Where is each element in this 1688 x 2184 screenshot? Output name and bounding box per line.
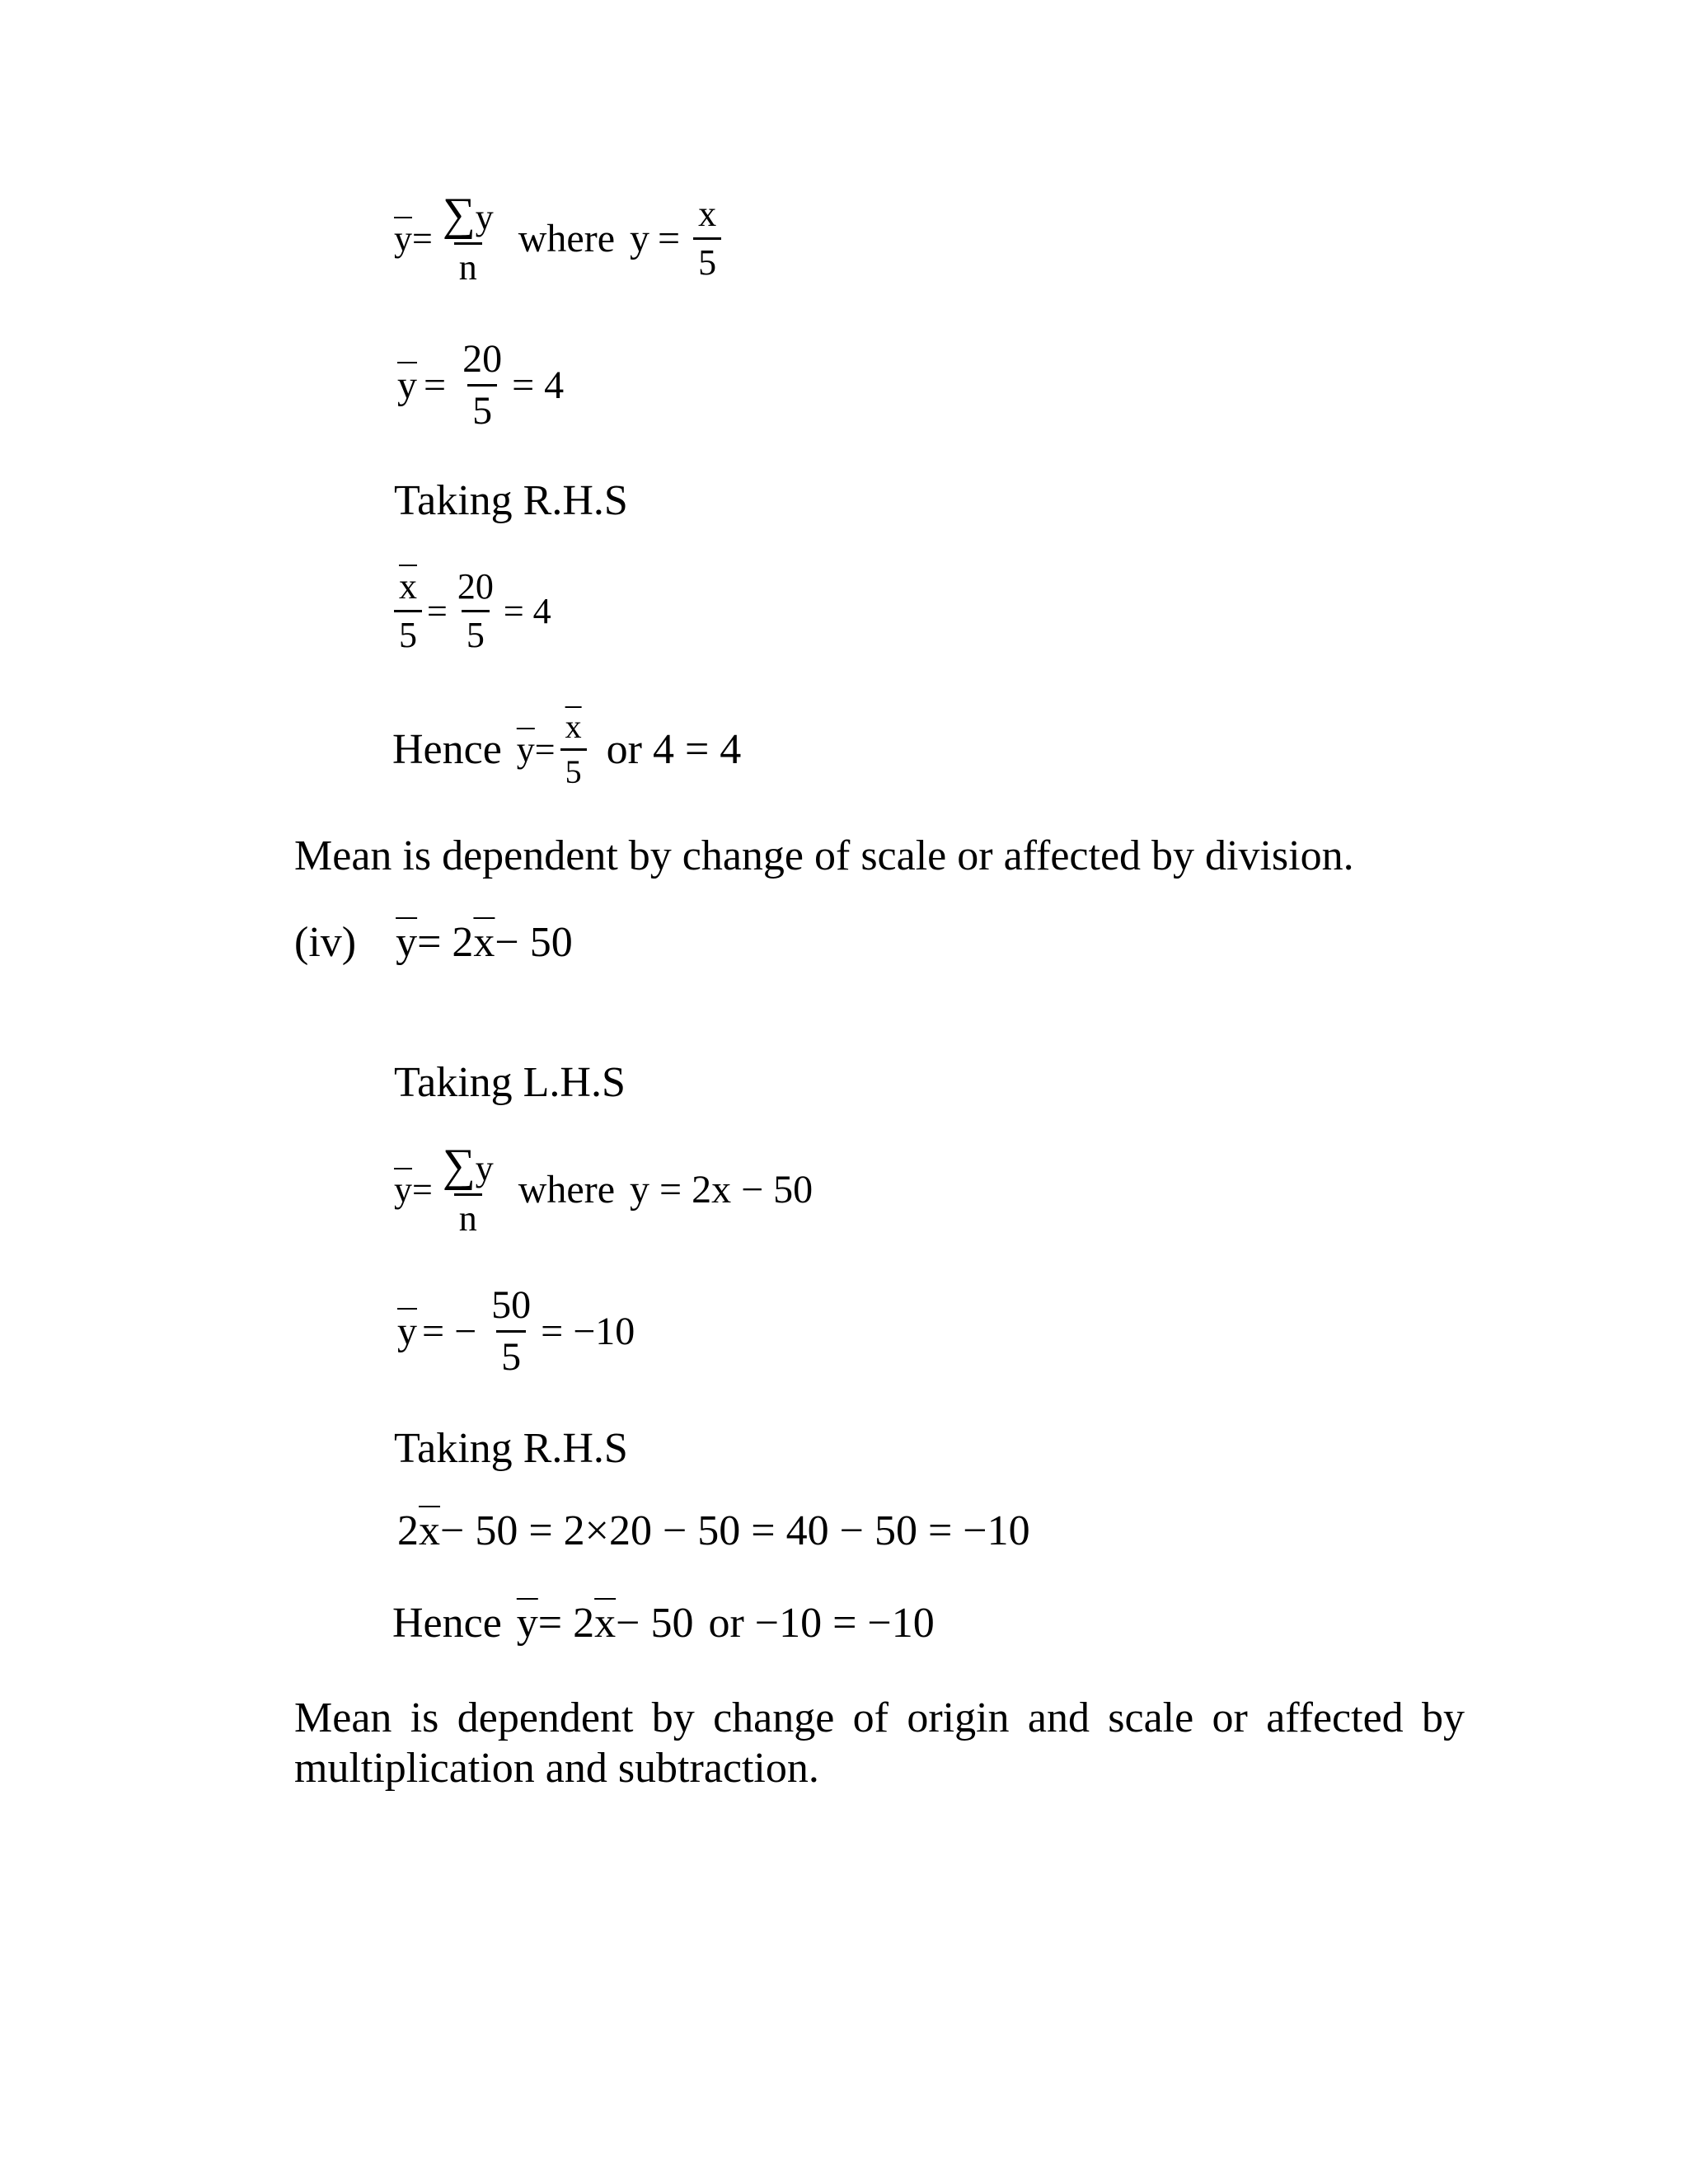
word-hence: Hence bbox=[392, 1600, 502, 1647]
numerator: 20 bbox=[462, 337, 503, 381]
numerator: $\overline{x}$ bbox=[565, 708, 582, 745]
fraction-20-over-5 bbox=[452, 566, 499, 655]
fraction-20-over-5 bbox=[457, 337, 507, 433]
x-bar: $\overline{x}$ bbox=[473, 919, 495, 966]
y-bar: $\overline{y}$ bbox=[396, 919, 418, 966]
y-bar: $\overline{y}$ bbox=[397, 363, 417, 407]
equation-hence-2 bbox=[392, 1602, 935, 1645]
word-hence: Hence bbox=[392, 725, 502, 773]
equation-y-bar-20-over-5 bbox=[397, 337, 565, 433]
numerator: $\overline{x}$ bbox=[399, 566, 417, 607]
equation-tail: or −10 = −10 bbox=[708, 1600, 935, 1647]
rhs-equals: = bbox=[658, 216, 681, 260]
fraction-sum-y-over-n bbox=[438, 191, 499, 286]
result: = 4 bbox=[503, 590, 551, 631]
denominator: 5 bbox=[560, 748, 587, 789]
x-bar: $\overline{x}$ bbox=[419, 1507, 440, 1554]
numerator: 50 bbox=[491, 1283, 532, 1327]
numerator-variable: y bbox=[475, 197, 494, 237]
denominator: n bbox=[454, 1193, 482, 1237]
equals-sign: = bbox=[424, 363, 447, 407]
equals-sign: = bbox=[427, 590, 448, 631]
denominator: 5 bbox=[467, 384, 497, 431]
fraction-50-over-5 bbox=[486, 1283, 536, 1379]
denominator: 5 bbox=[394, 610, 422, 654]
result: = −10 bbox=[541, 1309, 635, 1353]
heading-taking-lhs: Taking L.H.S bbox=[394, 1059, 626, 1106]
equation-mean-y-sum bbox=[394, 191, 726, 286]
denominator: 5 bbox=[462, 610, 490, 654]
y-bar: $\overline{y}$ bbox=[394, 1169, 412, 1210]
result: = 4 bbox=[512, 363, 565, 407]
equals-sign: = bbox=[412, 218, 433, 259]
equals-minus: = − bbox=[422, 1309, 477, 1353]
heading-taking-rhs-2: Taking R.H.S bbox=[394, 1425, 628, 1472]
computation: − 50 = 2×20 − 50 = 40 − 50 = −10 bbox=[440, 1507, 1030, 1554]
word-where: where bbox=[518, 216, 616, 260]
numerator: 20 bbox=[457, 566, 494, 607]
numerator: x bbox=[698, 194, 717, 234]
y-bar: $\overline{y}$ bbox=[516, 729, 535, 770]
equals-two: = 2 bbox=[537, 1600, 595, 1647]
equation-x-bar-over-5 bbox=[394, 566, 551, 655]
equation-tail: or 4 = 4 bbox=[606, 725, 742, 773]
equation-y-bar-minus-50-over-5 bbox=[397, 1283, 635, 1379]
fraction-sum-y-over-n bbox=[438, 1142, 499, 1237]
x-bar: $\overline{x}$ bbox=[594, 1600, 617, 1647]
minus-fifty: − 50 bbox=[495, 919, 573, 966]
sigma-symbol: ∑ bbox=[442, 1140, 476, 1191]
denominator: 5 bbox=[496, 1330, 526, 1377]
heading-taking-rhs: Taking R.H.S bbox=[394, 477, 628, 524]
equation-mean-y-sum-2 bbox=[394, 1142, 813, 1237]
sigma-symbol: ∑ bbox=[442, 189, 476, 240]
fraction-x-bar-over-5 bbox=[560, 710, 587, 789]
fraction-x-bar-over-5 bbox=[394, 566, 422, 655]
coefficient-two: 2 bbox=[397, 1507, 419, 1554]
y-bar: $\overline{y}$ bbox=[397, 1309, 417, 1353]
rhs-variable: y bbox=[630, 216, 650, 260]
fraction-x-over-5 bbox=[693, 196, 721, 281]
denominator: 5 bbox=[693, 237, 721, 281]
y-bar: $\overline{y}$ bbox=[394, 218, 412, 259]
equals-two: = 2 bbox=[417, 919, 474, 966]
equals-sign: = bbox=[534, 729, 556, 770]
denominator: n bbox=[454, 242, 482, 286]
rhs-expression: y = 2x − 50 bbox=[630, 1167, 814, 1212]
word-where: where bbox=[518, 1167, 616, 1212]
minus-fifty: − 50 bbox=[616, 1600, 694, 1647]
equation-part-iv bbox=[294, 921, 573, 964]
conclusion-paragraph-scale: Mean is dependent by change of scale or affected by division. bbox=[294, 832, 1354, 879]
equals-sign: = bbox=[412, 1169, 433, 1210]
equation-rhs-computation bbox=[397, 1507, 1030, 1554]
y-bar: $\overline{y}$ bbox=[516, 1600, 538, 1647]
numerator-variable: y bbox=[475, 1148, 494, 1188]
part-label: (iv) bbox=[294, 919, 357, 966]
conclusion-paragraph-origin-scale: Mean is dependent by change of origin and scale or affected by multiplication and subtraction. bbox=[294, 1694, 1465, 1792]
equation-hence-1 bbox=[392, 710, 741, 789]
